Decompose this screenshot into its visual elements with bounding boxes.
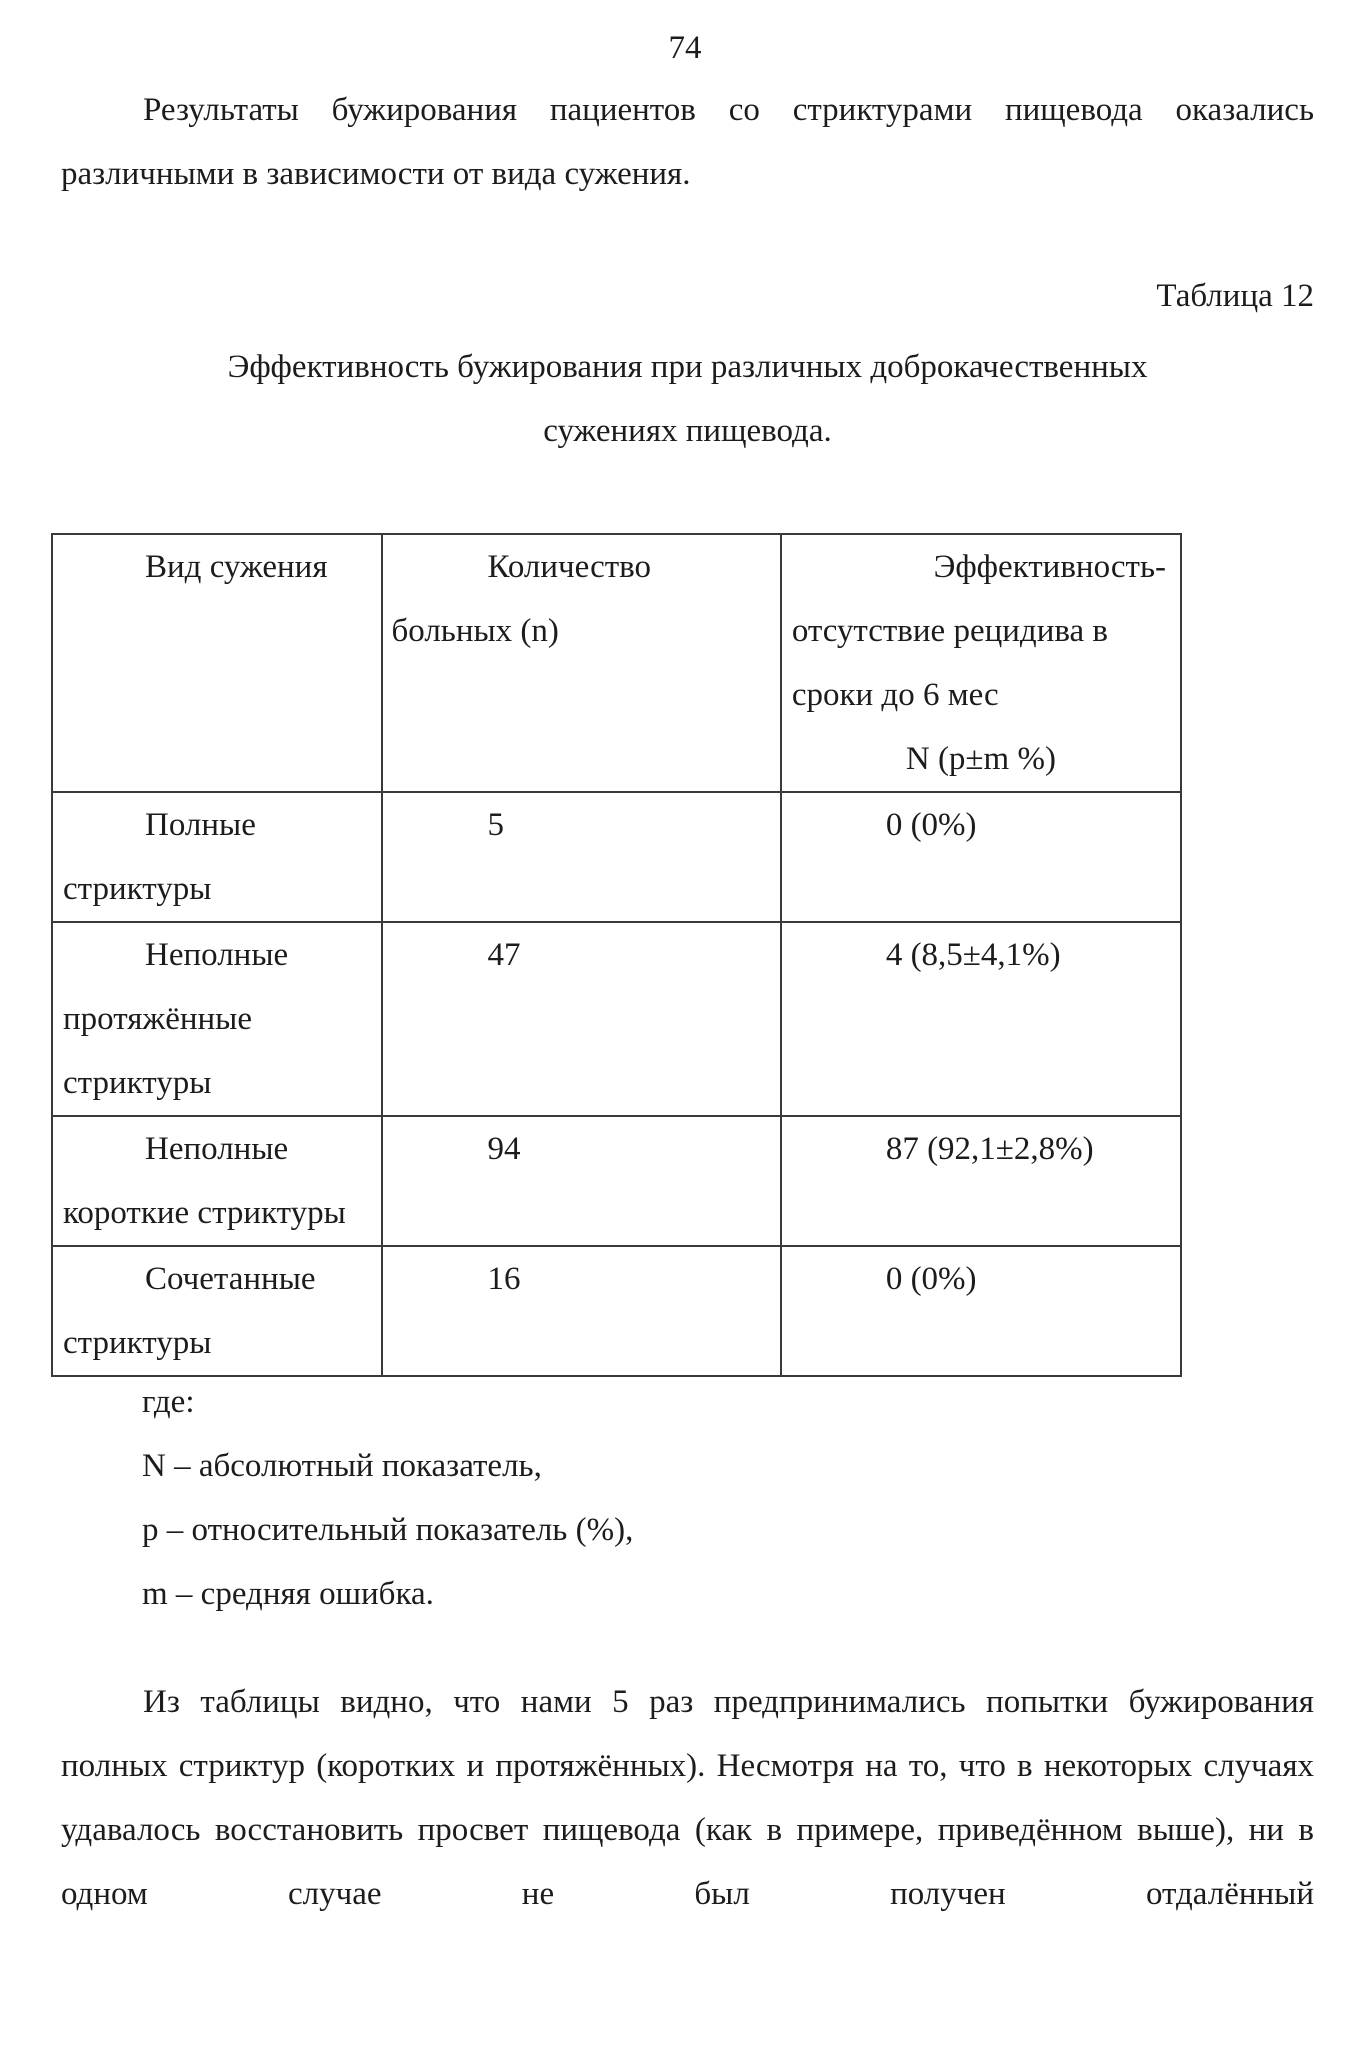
header-efficiency — [781, 534, 1181, 792]
cell-stricture-type — [52, 922, 382, 1116]
cell-efficiency: 0 (0%) — [781, 792, 1181, 922]
table-label: Таблица 12 — [1156, 278, 1314, 314]
cell-stricture-type — [52, 1246, 382, 1376]
intro-paragraph: Результаты бужирования пациентов со стриктурами пищевода оказались различными в зависимости от вида сужения. — [61, 92, 1314, 192]
cell-efficiency: 4 (8,5±4,1%) — [781, 922, 1181, 1116]
cell-type-line: стриктуры — [63, 1325, 212, 1361]
cell-type-line: стриктуры — [63, 871, 212, 907]
cell-stricture-type — [52, 1116, 382, 1246]
header-count-line: Количество — [487, 549, 652, 585]
table-title-line: сужениях пищевода. — [543, 413, 832, 449]
cell-type-line: Полные — [145, 807, 256, 843]
cell-type-line: стриктуры — [63, 1065, 212, 1101]
cell-patient-count: 47 — [382, 922, 780, 1116]
cell-efficiency: 0 (0%) — [781, 1246, 1181, 1376]
table-title-line: Эффективность бужирования при различных доброкачественных — [227, 349, 1148, 385]
table-legend — [142, 1370, 633, 1626]
header-eff-line: Эффективность- — [933, 549, 1166, 585]
results-table — [51, 533, 1182, 1377]
header-stricture-type: Вид сужения — [52, 534, 382, 792]
table-row — [52, 1116, 1181, 1246]
legend-n-definition: N – абсолютный показатель, — [142, 1448, 542, 1484]
cell-patient-count: 94 — [382, 1116, 780, 1246]
legend-m-definition: m – средняя ошибка. — [142, 1576, 434, 1612]
table-row — [52, 922, 1181, 1116]
cell-type-line: Сочетанные — [145, 1261, 316, 1297]
cell-type-line: Неполные — [145, 937, 289, 973]
legend-where: где: — [142, 1384, 195, 1420]
header-eff-line: отсутствие рецидива в — [791, 613, 1108, 649]
header-eff-line: сроки до 6 мес — [791, 677, 999, 713]
header-count-line: больных (n) — [391, 613, 559, 649]
header-eff-line: N (p±m %) — [905, 741, 1056, 777]
table-header-row — [52, 534, 1181, 792]
page-number: 74 — [668, 30, 702, 66]
table-row — [52, 792, 1181, 922]
cell-type-line: Неполные — [145, 1131, 289, 1167]
table-row — [52, 1246, 1181, 1376]
header-patient-count — [382, 534, 780, 792]
cell-efficiency: 87 (92,1±2,8%) — [781, 1116, 1181, 1246]
table-title — [61, 335, 1314, 463]
cell-type-line: короткие стриктуры — [63, 1195, 346, 1231]
cell-stricture-type — [52, 792, 382, 922]
cell-type-line: протяжённые — [63, 1001, 252, 1037]
cell-patient-count: 16 — [382, 1246, 780, 1376]
cell-patient-count: 5 — [382, 792, 780, 922]
legend-p-definition: p – относительный показатель (%), — [142, 1512, 634, 1548]
closing-paragraph: Из таблицы видно, что нами 5 раз предпринимались попытки бужирования полных стриктур (коротких и протяжённых). Несмотря на то, что в некоторых случаях удавалось восстановить просвет пищевода (как в примере, приведённом выше), ни в одном случае не был получен отдалённый — [61, 1684, 1314, 1912]
